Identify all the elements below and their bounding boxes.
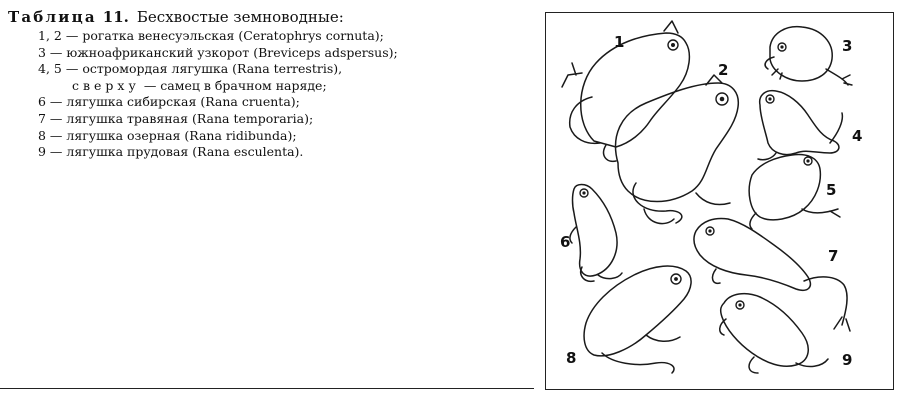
table-label: Таблица <box>8 8 97 26</box>
legend-item: 3 — южноафриканский узкорот (Breviceps adspersus); <box>38 44 398 60</box>
table-title: Бесхвостые земноводные: <box>136 8 344 26</box>
figure-label-1: 1 <box>614 33 625 51</box>
legend-item: 4, 5 — остромордая лягушка (Rana terrestris), <box>38 61 343 77</box>
figure-label-8: 8 <box>566 349 577 367</box>
figure-label-6: 6 <box>560 233 571 251</box>
species-legend <box>8 28 528 161</box>
legend-item: 7 — лягушка травяная (Rana temporaria); <box>38 110 314 126</box>
frog-figure-3 <box>765 27 852 85</box>
caption-title-line <box>8 6 528 28</box>
legend-item-continuation: сверху — самец в брачном наряде; <box>72 77 327 93</box>
frog-figure-8 <box>584 266 691 373</box>
legend-item: 9 — лягушка прудовая (Rana esculenta). <box>38 144 304 160</box>
figure-label-9: 9 <box>842 351 853 369</box>
figure-label-4: 4 <box>852 127 863 145</box>
frog-figure-9 <box>720 294 828 373</box>
frog-figure-7 <box>694 219 850 332</box>
figure-label-7: 7 <box>828 247 839 265</box>
legend-item: 8 — лягушка озерная (Rana ridibunda); <box>38 127 297 143</box>
table-caption <box>8 6 528 161</box>
illustration-plate <box>545 12 894 390</box>
legend-item: 1, 2 — рогатка венесуэльская (Ceratophrys cornuta); <box>38 28 384 43</box>
frogs-illustration <box>546 13 895 391</box>
figure-label-3: 3 <box>842 37 853 55</box>
figure-label-5: 5 <box>826 181 837 199</box>
figure-label-2: 2 <box>718 61 729 79</box>
frog-figure-6 <box>570 185 622 282</box>
legend-item: 6 — лягушка сибирская (Rana cruenta); <box>38 94 300 110</box>
bottom-rule <box>0 388 534 389</box>
table-number: 11. <box>102 8 129 26</box>
frog-figure-2 <box>616 75 739 224</box>
frog-figure-1 <box>562 21 689 161</box>
frog-figure-4 <box>758 91 842 160</box>
